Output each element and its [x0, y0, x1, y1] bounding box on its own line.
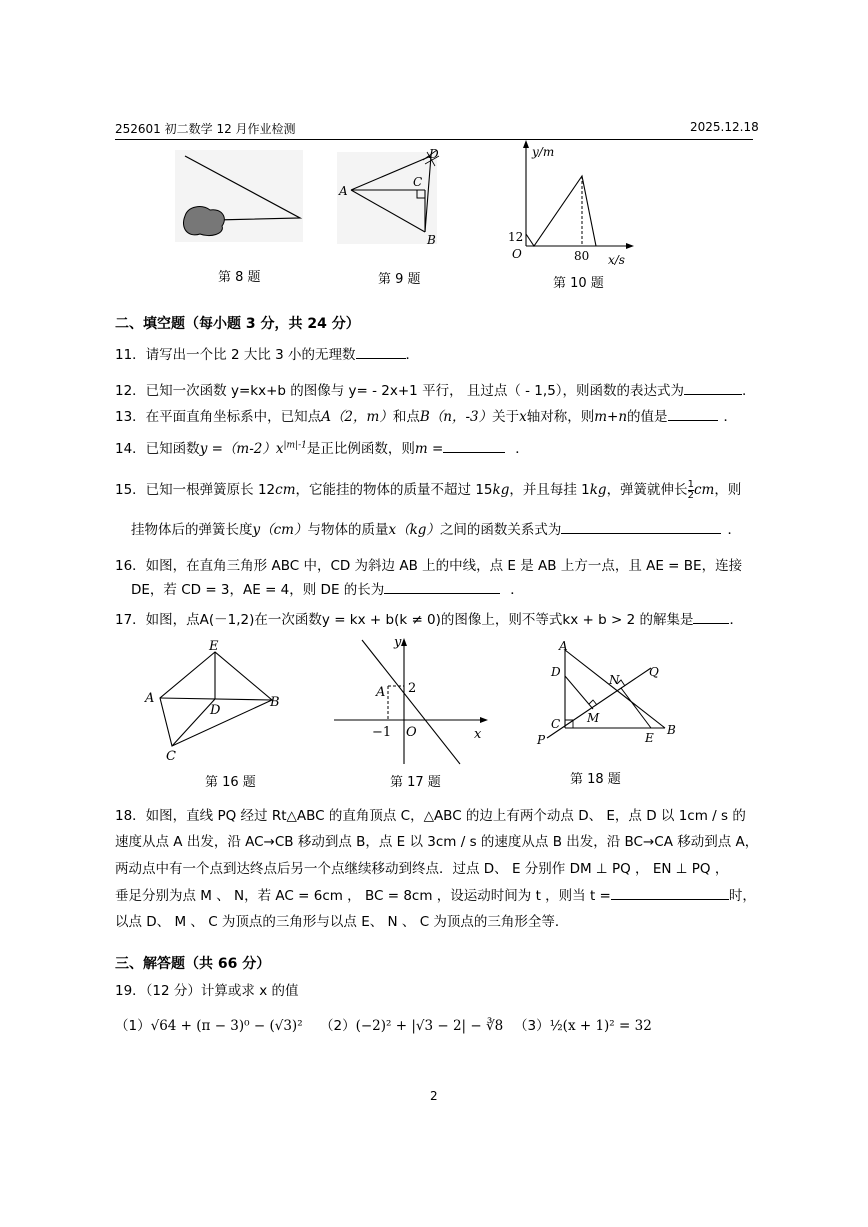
question-14-part2: 是正比例函数，则 [306, 441, 415, 457]
question-19-part-1-expression: √64 + (π − 3)⁰ − (√3)² [150, 1018, 303, 1034]
figure-17-caption: 第 17 题 [390, 775, 441, 790]
figure-9-label-d: D [429, 147, 439, 161]
figure-16 [142, 638, 292, 764]
question-15-unit-kg: kg [492, 482, 510, 498]
question-13-point-b: B（n，-3） [419, 409, 493, 425]
question-16-text-2: DE，若 CD = 3，AE = 4，则 DE 的长为 [131, 582, 385, 598]
question-18-text-4b: 时， [728, 888, 756, 904]
question-18-blank[interactable] [611, 886, 729, 901]
question-15-text-c: ，并且每挂 1 [509, 482, 590, 498]
question-15-fraction-num: 1 [687, 478, 694, 490]
figure-16-label-a: A [145, 691, 155, 706]
question-12 [115, 379, 746, 399]
figure-16-line-ab [160, 698, 272, 700]
question-18-text-1: 18．如图，直线 PQ 经过 Rt△ABC 的直角顶点 C，△ABC 的边上有两个动点 D、 E，点 D 以 1cm / s 的 [115, 808, 746, 824]
figure-16-label-b: B [270, 695, 280, 710]
figure-18 [535, 640, 685, 750]
question-17-blank[interactable] [693, 610, 729, 625]
figure-9-label-b: B [427, 233, 436, 247]
question-19-part-2-expression: (−2)² + |√3 − 2| − ∛8 [355, 1018, 504, 1034]
question-19-part-3-expression: ½(x + 1)² = 32 [549, 1018, 652, 1034]
question-11-text: 11．请写出一个比 2 大比 3 小的无理数 [115, 347, 356, 363]
figure-9-caption: 第 9 题 [378, 272, 421, 287]
question-13-part2: 和点 [392, 409, 420, 425]
question-18-line-4 [115, 884, 756, 904]
question-15-text-d: ，弹簧就伸长 [606, 482, 688, 498]
figure-18-label-c: C [551, 717, 561, 731]
question-11-blank[interactable] [356, 345, 406, 360]
question-14-end: ． [515, 441, 529, 457]
question-16-line-2 [131, 578, 524, 598]
question-15-text-e: ，则 [714, 482, 742, 498]
figure-16-label-e: E [209, 639, 219, 654]
question-13-blank[interactable] [668, 407, 718, 422]
question-15-text-a: 15．已知一根弹簧原长 12 [115, 482, 276, 498]
question-13-point-a: A（2，m） [321, 409, 393, 425]
question-16-line-1 [115, 554, 742, 574]
figure-18-line-dm [565, 676, 593, 709]
figure-10 [502, 140, 642, 268]
question-14-function: y =（m-2）x [199, 441, 284, 457]
question-15-text-b: ，它能挂的物体的质量不超过 15 [295, 482, 493, 498]
figure-10-x-tick: 80 [574, 249, 590, 263]
figure-17-label-o: O [406, 725, 417, 740]
figure-8 [170, 148, 310, 248]
figure-17-label-neg1: −1 [372, 725, 392, 740]
figure-18-label-b: B [667, 723, 676, 737]
question-15-unit-cm: cm [275, 482, 296, 498]
figure-18-label-m: M [587, 711, 600, 725]
figure-10-x-arrow [626, 243, 634, 249]
question-14-blank[interactable] [443, 439, 505, 454]
figure-17-line [362, 640, 460, 764]
figure-16-label-d: D [210, 703, 221, 718]
question-19-part-2-label: （2） [320, 1018, 356, 1034]
question-19-part-2 [320, 1014, 503, 1034]
question-16-end: ． [510, 582, 524, 598]
question-14-exponent: |m|-1 [283, 440, 307, 451]
question-18-line-3 [115, 857, 728, 877]
question-18-text-5: 以点 D、 M 、 C 为顶点的三角形与以点 E、 N 、 C 为顶点的三角形全等． [115, 914, 569, 930]
question-17-text: 17．如图，点A(－1,2)在一次函数y = kx + b(k ≠ 0)的图像上，则不等式kx + b > 2 的解集是 [115, 612, 694, 628]
question-11 [115, 343, 419, 363]
question-13-part1: 13．在平面直角坐标系中，已知点 [115, 409, 322, 425]
figure-16-label-c: C [166, 749, 176, 764]
question-14-m: m = [414, 441, 444, 457]
question-19-part-3-label: （3） [514, 1018, 550, 1034]
figure-16-line-cd [172, 699, 215, 746]
question-19-part-1 [115, 1014, 303, 1034]
figure-18-label-e: E [645, 731, 654, 745]
question-16-text-1: 16．如图，在直角三角形 ABC 中，CD 为斜边 AB 上的中线，点 E 是 AB 上方一点，且 AE = BE，连接 [115, 558, 743, 574]
question-15-blank[interactable] [561, 520, 721, 535]
question-15-text-g: 与物体的质量 [307, 522, 389, 538]
question-18-text-3: 两动点中有一个点到达终点后另一个点继续移动到终点．过点 D、 E 分别作 DM ⊥ PQ ， EN ⊥ PQ ， [115, 861, 729, 877]
question-13-mn: m+n [594, 409, 628, 425]
figure-17-x-arrow [480, 717, 488, 723]
figure-17 [328, 634, 494, 768]
question-13-part5: 的值是 [627, 409, 668, 425]
question-14-part1: 14．已知函数 [115, 441, 200, 457]
question-15-text-h: 之间的函数关系式为 [439, 522, 562, 538]
question-18-text-2: 速度从点 A 出发，沿 AC→CB 移动到点 B，点 E 以 3cm / s 的速度从点 B 出发，沿 BC→CA 移动到点 A， [115, 834, 759, 850]
figure-8-caption: 第 8 题 [218, 270, 261, 285]
figure-18-label-p: P [537, 733, 546, 747]
question-14 [115, 437, 529, 457]
figure-18-label-d: D [551, 665, 561, 679]
question-12-blank[interactable] [684, 381, 742, 396]
question-15-unit-kg-2: kg [589, 482, 607, 498]
figure-18-label-a: A [559, 640, 568, 653]
page-number: 2 [430, 1089, 438, 1103]
figure-18-caption: 第 18 题 [570, 772, 621, 787]
question-15-fraction-den: 2 [687, 489, 694, 501]
question-15-end: ． [727, 522, 741, 538]
question-13-part4: 轴对称，则 [526, 409, 595, 425]
question-19-part-3 [514, 1014, 652, 1034]
question-15-text-f: 挂物体后的弹簧长度 [131, 522, 253, 538]
header-rule [115, 139, 753, 140]
figure-10-y-tick: 12 [508, 230, 524, 244]
figure-10-caption: 第 10 题 [553, 276, 604, 291]
figure-16-caption: 第 16 题 [205, 775, 256, 790]
header-right: 2025.12.18 [690, 120, 759, 134]
figure-17-label-x: x [474, 727, 482, 742]
figure-17-y-arrow [401, 638, 407, 646]
question-15-line-1 [115, 478, 741, 501]
question-18-text-4a: 垂足分别为点 M 、 N，若 AC = 6cm ， BC = 8cm ，设运动时间为 t ，则当 t = [115, 888, 611, 904]
figure-17-label-y: y [394, 635, 402, 650]
question-12-end: . [742, 383, 747, 399]
question-12-text: 12．已知一次函数 y=kx+b 的图像与 y= - 2x+1 平行， 且过点（ - 1,5），则函数的表达式为 [115, 383, 685, 399]
figure-9-label-c: C [413, 175, 423, 189]
question-13 [115, 405, 737, 425]
question-15-unit-cm-2: cm [693, 482, 715, 498]
question-18-line-5 [115, 910, 568, 930]
question-18-line-2 [115, 830, 758, 850]
figure-9-label-a: A [339, 184, 348, 198]
question-18-line-1 [115, 804, 746, 824]
figure-8-ink-blot [183, 207, 224, 236]
figure-10-origin: O [512, 247, 522, 261]
figure-10-x-label: x/s [608, 253, 625, 267]
question-19-title: 19．（12 分）计算或求 x 的值 [115, 983, 299, 999]
figure-18-right-angle-m [589, 700, 597, 705]
question-13-part3: 关于 [492, 409, 520, 425]
header-left: 252601 初二数学 12 月作业检测 [115, 122, 296, 136]
figure-10-y-label: y/m [532, 145, 555, 159]
question-13-end: ． [723, 409, 738, 425]
section-3-title: 三、解答题（共 66 分） [115, 956, 271, 972]
question-17 [115, 608, 743, 628]
figure-18-label-n: N [609, 673, 620, 687]
question-13-axis: x [519, 409, 527, 425]
question-15-x: x（kg） [388, 522, 440, 538]
question-17-end: ． [729, 612, 743, 628]
question-15-line-2 [131, 518, 741, 538]
figure-17-label-2: 2 [408, 681, 417, 696]
section-2-title: 二、填空题（每小题 3 分，共 24 分） [115, 316, 360, 332]
figure-10-y-arrow [523, 140, 529, 148]
figure-17-label-a: A [376, 685, 386, 700]
question-16-blank[interactable] [384, 580, 500, 595]
question-15-y: y（cm） [252, 522, 308, 538]
figure-18-line-en [621, 688, 651, 728]
question-11-end: ． [405, 347, 420, 363]
figure-10-graph [526, 176, 596, 246]
question-19-part-1-label: （1） [115, 1018, 151, 1034]
figure-18-label-q: Q [649, 665, 659, 679]
figure-9 [333, 146, 445, 250]
